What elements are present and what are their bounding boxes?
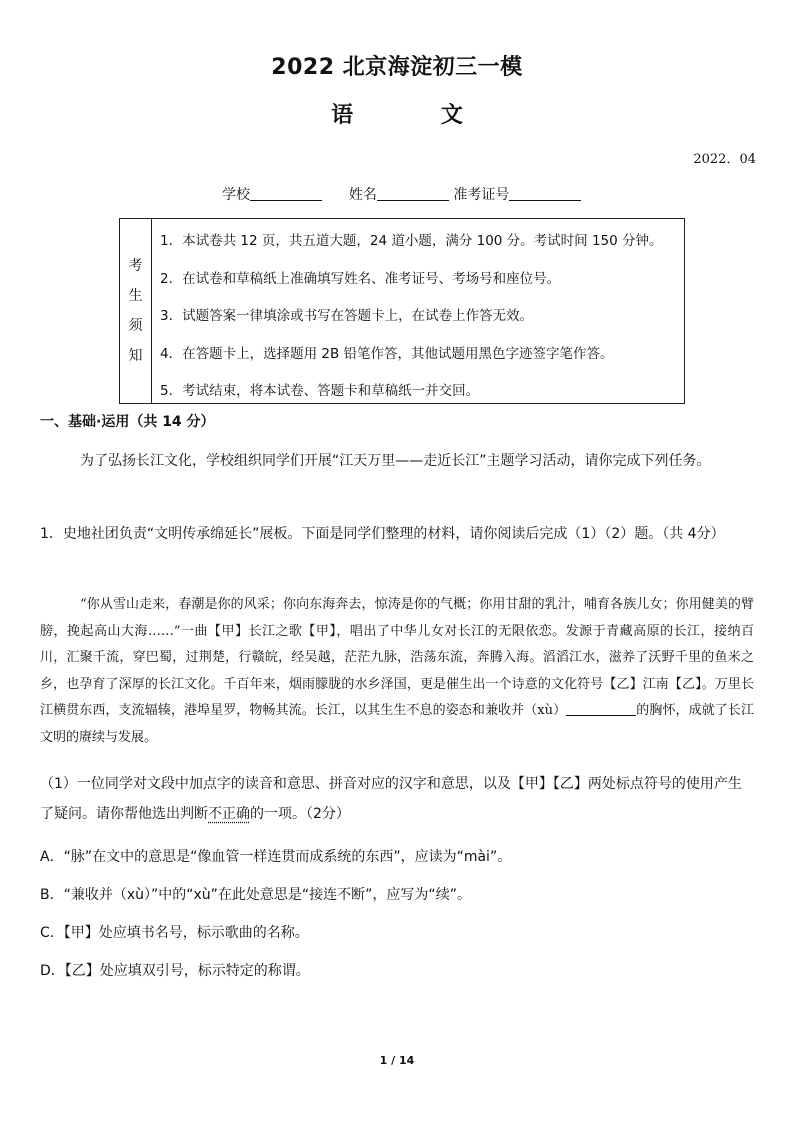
candidate-fields [222, 184, 581, 204]
passage-text-end: 的胸怀，成就了长江文明的赓续与发展。 [40, 703, 754, 745]
section-heading: 一、基础·运用（共 14 分） [40, 414, 215, 430]
section-intro: 为了弘扬长江文化，学校组织同学们开展“江天万里——走近长江”主题学习活动，请你完成下列任务。 [80, 453, 711, 469]
notice-side-label [120, 219, 152, 403]
notice-side-char: 考 [128, 258, 143, 274]
option-c: C．【甲】处应填书名号，标示歌曲的名称。 [40, 925, 309, 941]
notice-item: 4．在答题卡上，选择题用 2B 铅笔作答，其他试题用黑色字迹签字笔作答。 [160, 345, 614, 362]
name-blank [377, 185, 449, 201]
notice-side-char: 生 [128, 288, 143, 304]
candidate-notice-box [119, 218, 685, 404]
subject-title: 语 文 [331, 103, 503, 128]
sub-question-1 [40, 769, 754, 829]
notice-item: 2．在试卷和草稿纸上准确填写姓名、准考证号、考场号和座位号。 [160, 270, 561, 287]
notice-side-char: 须 [128, 318, 143, 334]
passage-text: “你从雪山走来，春潮是你的风采；你向东海奔去，惊涛是你的气概；你用甘甜的乳汁，哺育各族儿女；你用健美的臂膀，挽起高山大海……”一曲【甲】长江之歌【甲】，唱出了中华儿女对长江的无限依恋。发源于青藏高原的长江，接纳百川，汇聚千流，穿巴蜀，过荆楚，行赣皖，经吴越，茫茫九脉，浩荡东流，奔腾入海。滔滔江水，滋养了沃野千里的鱼米之乡，也孕育了深厚的长江文化。千百年来，烟雨朦胧的水乡泽国，更是催生出一个诗意的文化符号【乙】江南【乙】。万里长江横贯东西，支流辐辏，港埠星罗，物畅其流。长江，以其生生不息的姿态和兼收并（xù） [40, 597, 754, 718]
sub-question-score: 的一项。（2分） [250, 806, 350, 822]
option-d: D．【乙】处应填双引号，标示特定的称谓。 [40, 963, 310, 979]
emphasis-dots: 不正确 [208, 806, 250, 822]
exam-date: 2022．04 [693, 152, 756, 167]
answer-blank [566, 701, 636, 716]
question-1: 1．史地社团负责“文明传承绵延长”展板。下面是同学们整理的材料，请你阅读后完成（1）（2）题。（共 4分） [40, 526, 725, 542]
option-a: A．“脉”在文中的意思是“像血管一样连贯而成系统的东西”，应读为“mài”。 [40, 849, 512, 865]
page-number: 1 / 14 [379, 1054, 415, 1067]
school-label: 学校 [222, 187, 250, 203]
notice-item: 1．本试卷共 12 页，共五道大题，24 道小题，满分 100 分。考试时间 150 分钟。 [160, 233, 663, 249]
reading-passage [40, 592, 754, 751]
id-label: 准考证号 [453, 187, 510, 203]
sub-question-text: （1）一位同学对文段中加点字的读音和意思、拼音对应的汉字和意思，以及【甲】【乙】两处标点符号的使用产生了疑问。请你帮他选出判断 [40, 776, 742, 822]
notice-item: 5．考试结束，将本试卷、答题卡和草稿纸一并交回。 [160, 383, 480, 399]
option-b: B．“兼收并（xù）”中的“xù”在此处意思是“接连不断”，应写为“续”。 [40, 887, 471, 903]
notice-items [160, 223, 678, 411]
name-label: 姓名 [348, 187, 377, 203]
id-blank [509, 185, 581, 201]
school-blank [250, 185, 322, 201]
exam-title: 2022 北京海淀初三一模 [271, 55, 523, 80]
notice-item: 3．试题答案一律填涂或书写在答题卡上，在试卷上作答无效。 [160, 308, 534, 324]
notice-side-char: 知 [128, 348, 143, 364]
